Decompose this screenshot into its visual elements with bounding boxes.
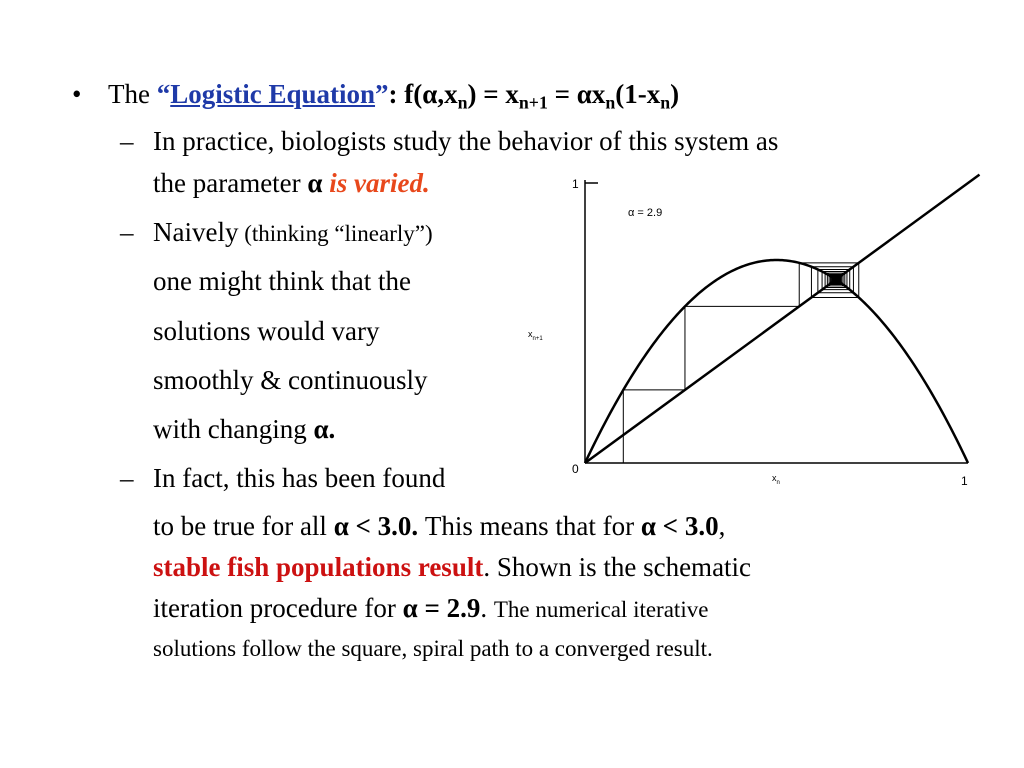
origin-label: 0 xyxy=(572,462,579,476)
dash-marker: – xyxy=(120,217,134,247)
dash-marker: – xyxy=(120,463,134,493)
naively-line-4: smoothly & continuously xyxy=(153,365,428,395)
fact-line-4: iteration procedure for α = 2.9. The numerical iterative xyxy=(153,593,709,623)
close-quote: ” xyxy=(375,79,389,109)
bullet-marker: • xyxy=(72,79,82,109)
naively-line-2: one might think that the xyxy=(153,266,411,296)
bullet-logistic-equation xyxy=(72,78,81,110)
logistic-equation-link[interactable]: Logistic Equation xyxy=(170,79,376,109)
x-axis-label: $x_n$ xyxy=(772,473,780,486)
naively-line-3: solutions would vary xyxy=(153,316,380,346)
fact-line-5: solutions follow the square, spiral path to a converged result. xyxy=(153,636,713,661)
stable-fish-text: stable fish populations result xyxy=(153,552,484,582)
open-quote: “ xyxy=(156,79,171,109)
logistic-curve xyxy=(585,260,968,463)
fact-line-3: stable fish populations result. Shown is the schematic xyxy=(153,552,752,582)
cobweb-path-group xyxy=(623,263,858,463)
y-axis-label: $x_{n+1}$ xyxy=(528,329,543,342)
alpha-symbol: α xyxy=(307,168,323,198)
dash-marker: – xyxy=(120,126,134,156)
thinking-linearly: (thinking “linearly”) xyxy=(238,221,433,246)
naively-line-5: with changing α. xyxy=(153,414,336,444)
cobweb-iteration-path xyxy=(623,263,858,463)
fact-line-1: In fact, this has been found xyxy=(153,463,446,493)
alpha-value-label: α = 2.9 xyxy=(628,207,663,219)
y-top-label: 1 xyxy=(572,177,579,191)
logistic-equation-line xyxy=(108,78,680,113)
practice-line-1: In practice, biologists study the behavior of this system as xyxy=(153,126,779,156)
is-varied-text: is varied. xyxy=(322,168,430,198)
x-end-label: 1 xyxy=(961,474,968,488)
equation: : $f(\alpha,x_n) = x_{n+1} = \alpha x_n(1-x_n)$ xyxy=(388,79,680,113)
fact-line-2: to be true for all α < 3.0. This means that for α < 3.0, xyxy=(153,511,726,541)
the-text: The xyxy=(108,79,150,109)
naively-line: Naively (thinking “linearly”) xyxy=(153,217,433,247)
cobweb-diagram xyxy=(520,165,990,500)
practice-line-2: the parameter α is varied. xyxy=(153,168,430,198)
